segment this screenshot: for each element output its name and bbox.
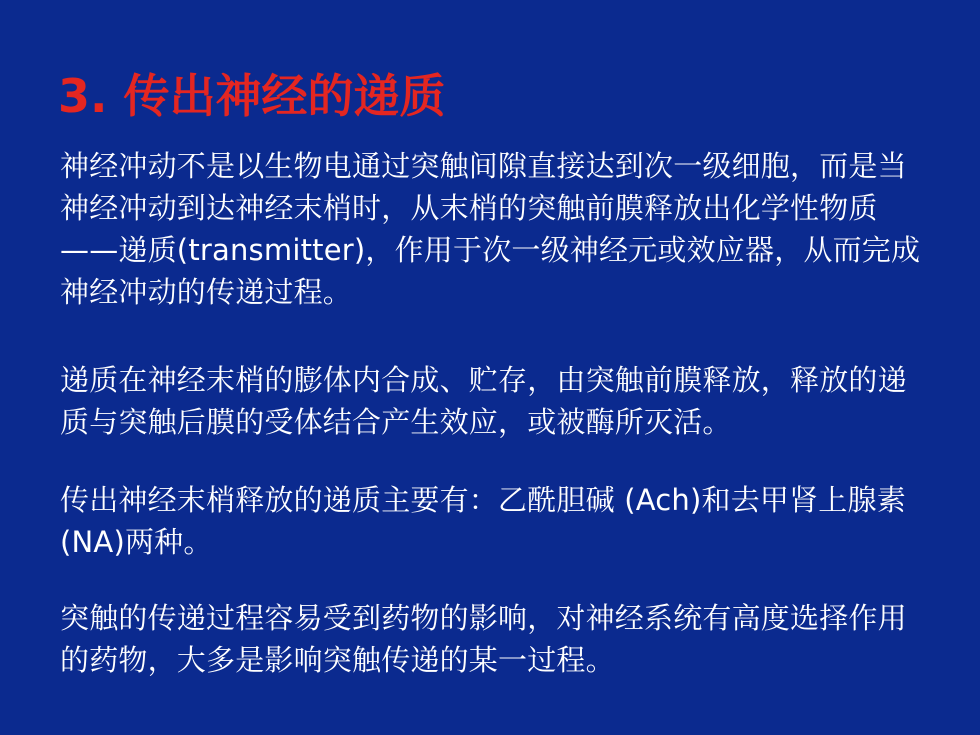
paragraph-4: 突触的传递过程容易受到药物的影响，对神经系统有高度选择作用的药物，大多是影响突触传递的某一过程。 [60,601,907,677]
paragraph-2: 递质在神经末梢的膨体内合成、贮存，由突触前膜释放，释放的递质与突触后膜的受体结合产生效应，或被酶所灭活。 [60,363,907,439]
slide-title: 3. 传出神经的递质 [58,69,446,123]
paragraph-3: 传出神经末梢释放的递质主要有：乙酰胆碱 (Ach)和去甲肾上腺素 (NA)两种。 [60,483,906,559]
paragraph-1: 神经冲动不是以生物电通过突触间隙直接达到次一级细胞，而是当神经冲动到达神经末梢时，从末梢的突触前膜释放出化学性物质——递质(transmitter)，作用于次一级神经元或效应器，从而完成神经冲动的传递过程。 [60,149,921,309]
